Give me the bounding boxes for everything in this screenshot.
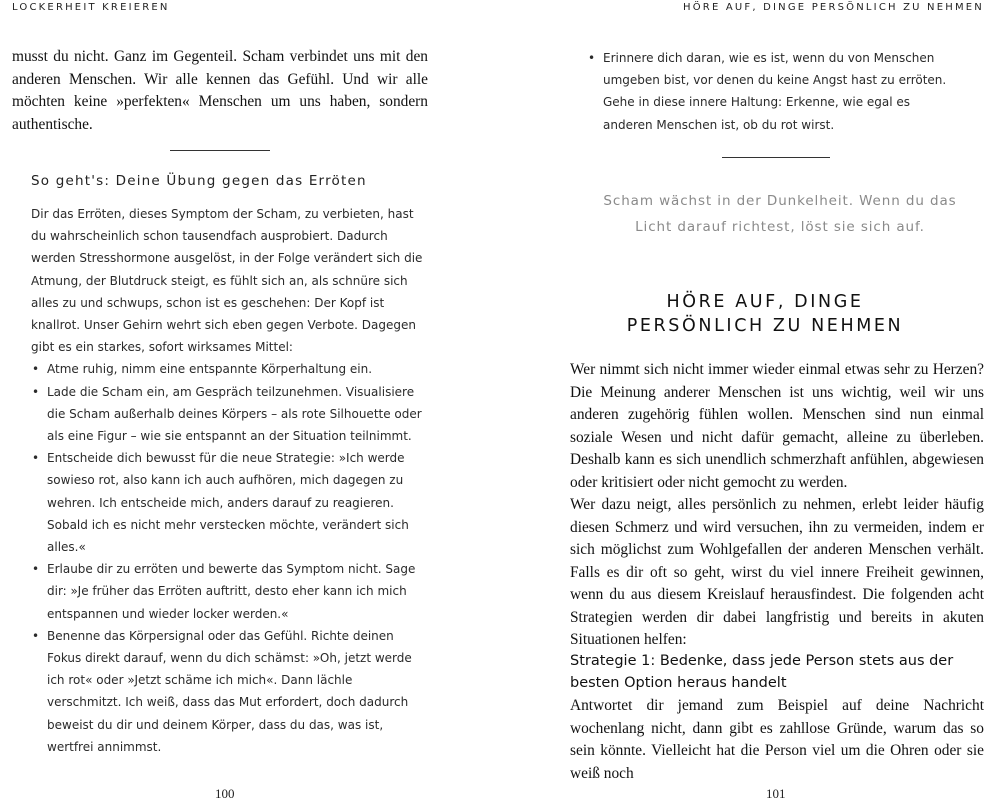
right-page: [500, 0, 1000, 800]
bullet-item: • Benenne das Körpersignal oder das Gefühl. Richte deinen Fokus direkt darauf, wenn du dich schämst: »Oh, jetzt werde ich rot« oder »Jetzt schäme ich mich«. Dann lächle verschmitzt. Ich weiß, dass das Mut erfordert, doch dadurch beweist du dir und deinem Körper, dass du das, was ist, wertfrei annimmst.: [31, 625, 429, 758]
page-number-right: 101: [766, 786, 786, 801]
section-divider-left: [170, 150, 270, 151]
exercise-heading: So geht's: Deine Übung gegen das Erröten: [31, 173, 367, 189]
bullet-item: • Entscheide dich bewusst für die neue Strategie: »Ich werde sowieso rot, also kann ich auch aufhören, mich dagegen zu wehren. Ich entscheide mich, anders darauf zu reagieren. Sobald ich es nicht mehr verstecken möchte, verändert sich alles.«: [31, 447, 429, 558]
running-head-left: LOCKERHEIT KREIEREN: [12, 2, 170, 13]
bullet-item: • Erinnere dich daran, wie es ist, wenn du von Menschen umgeben bist, vor denen du keine Angst hast zu erröten. Gehe in diese innere Haltung: Erkenne, wie egal es anderen Menschen ist, ob du rot wirst.: [587, 47, 947, 136]
strategy-paragraph: Antwortet dir jemand zum Beispiel auf deine Nachricht wochenlang nicht, dann gibt es zahllose Gründe, warum das so sein könnte. Vielleicht hat die Person viel um die Ohren oder sie weiß noch: [570, 697, 984, 782]
section-heading: HÖRE AUF, DINGE PERSÖNLICH ZU NEHMEN: [626, 292, 904, 336]
left-page: [0, 0, 500, 800]
exercise-intro: Dir das Erröten, dieses Symptom der Scham, zu verbieten, hast du wahrscheinlich schon tausendfach ausprobiert. Dadurch werden Stresshormone ausgelöst, in der Folge verändert sich die Atmung, der Blutdruck steigt, es fühlt sich an, als schnüre sich alles zu und schwups, schon ist es geschehen: Der Kopf ist knallrot. Unser Gehirn wehrt sich eben gegen Verbote. Dagegen gibt es ein starkes, sofort wirksames Mittel:: [31, 207, 423, 355]
exercise-bullet-list: [31, 358, 429, 758]
body-text: [570, 359, 984, 652]
page-number-left: 100: [215, 786, 235, 801]
section-divider-right: [722, 157, 830, 158]
top-bullet-list: [587, 47, 947, 136]
exercise-box: [31, 203, 429, 758]
running-head-right: HÖRE AUF, DINGE PERSÖNLICH ZU NEHMEN: [683, 2, 984, 13]
body-paragraph-1: Wer nimmt sich nicht immer wieder einmal etwas sehr zu Herzen? Die Meinung anderer Menschen ist uns wichtig, weil wir uns anderen zugehörig fühlen wollen. Menschen sind nun einmal soziale Wesen und nicht dafür gemacht, alleine zu überleben. Deshalb kann es sich unendlich schmerzhaft anfühlen, abgewiesen oder kritisiert oder nicht gemocht zu werden.: [570, 361, 984, 491]
pull-quote: Scham wächst in der Dunkelheit. Wenn du das Licht darauf richtest, löst sie sich auf.: [603, 193, 957, 235]
bullet-item: • Lade die Scham ein, am Gespräch teilzunehmen. Visualisiere die Scham außerhalb deines Körpers – als rote Silhouette oder als eine Figur – wie sie entspannt an der Situation teilnimmt.: [31, 381, 429, 448]
strategy-heading: Strategie 1: Bedenke, dass jede Person stets aus der besten Option heraus handelt: [570, 653, 954, 691]
bullet-item: • Erlaube dir zu erröten und bewerte das Symptom nicht. Sage dir: »Je früher das Erröten auftritt, desto eher kann ich mich entspannen und wieder locker werden.«: [31, 558, 429, 625]
bullet-item: • Atme ruhig, nimm eine entspannte Körperhaltung ein.: [31, 358, 429, 380]
intro-paragraph: musst du nicht. Ganz im Gegenteil. Scham verbindet uns mit den anderen Menschen. Wir alle kennen das Gefühl. Und wir alle möchten keine »perfekten« Menschen um uns haben, sondern authentische.: [12, 48, 428, 133]
body-paragraph-2: Wer dazu neigt, alles persönlich zu nehmen, erlebt leider häufig diesen Schmerz und wird versuchen, ihn zu vermeiden, indem er sich möglichst zum Wohlgefallen der anderen Menschen verhält. Falls es dir oft so geht, wirst du viel innere Freiheit gewinnen, wenn du aus diesem Kreislauf herausfindest. Die folgenden acht Strategien werden dir dabei langfristig und bereits in akuten Situationen helfen:: [570, 496, 984, 648]
